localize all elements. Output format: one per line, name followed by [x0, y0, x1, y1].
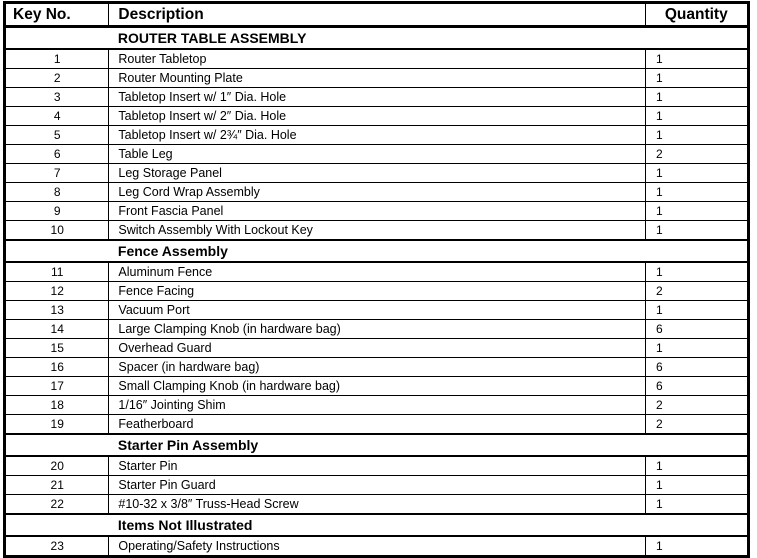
cell-description: Leg Cord Wrap Assembly	[109, 183, 645, 202]
table-row	[5, 202, 749, 221]
cell-key-no: 5	[5, 126, 109, 145]
cell-description: Tabletop Insert w/ 2¾″ Dia. Hole	[109, 126, 645, 145]
section-quantity-cell	[645, 434, 748, 456]
cell-key-no: 17	[5, 377, 109, 396]
cell-description: #10-32 x 3/8″ Truss-Head Screw	[109, 495, 645, 515]
section-header-row	[5, 240, 749, 262]
section-header-row	[5, 514, 749, 536]
cell-quantity: 6	[645, 358, 748, 377]
table-row	[5, 358, 749, 377]
table-row	[5, 415, 749, 435]
cell-quantity: 1	[645, 126, 748, 145]
cell-key-no: 20	[5, 456, 109, 476]
cell-key-no: 15	[5, 339, 109, 358]
cell-description: Tabletop Insert w/ 1″ Dia. Hole	[109, 88, 645, 107]
section-quantity-cell	[645, 240, 748, 262]
cell-key-no: 13	[5, 301, 109, 320]
column-header-key-no: Key No.	[5, 3, 109, 27]
cell-key-no: 4	[5, 107, 109, 126]
cell-quantity: 2	[645, 145, 748, 164]
cell-description: Front Fascia Panel	[109, 202, 645, 221]
cell-quantity: 1	[645, 49, 748, 69]
cell-quantity: 1	[645, 339, 748, 358]
cell-key-no: 19	[5, 415, 109, 435]
table-row	[5, 339, 749, 358]
cell-quantity: 1	[645, 456, 748, 476]
parts-list-table	[3, 1, 750, 558]
cell-quantity: 1	[645, 183, 748, 202]
cell-quantity: 1	[645, 262, 748, 282]
cell-key-no: 3	[5, 88, 109, 107]
column-header-quantity: Quantity	[645, 3, 748, 27]
column-header-description: Description	[109, 3, 645, 27]
cell-quantity: 1	[645, 202, 748, 221]
cell-key-no: 16	[5, 358, 109, 377]
cell-quantity: 1	[645, 107, 748, 126]
cell-description: Fence Facing	[109, 282, 645, 301]
table-row	[5, 49, 749, 69]
table-row	[5, 262, 749, 282]
table-row	[5, 107, 749, 126]
cell-description: Large Clamping Knob (in hardware bag)	[109, 320, 645, 339]
cell-key-no: 14	[5, 320, 109, 339]
cell-quantity: 6	[645, 377, 748, 396]
section-header-row	[5, 434, 749, 456]
cell-description: Router Mounting Plate	[109, 69, 645, 88]
cell-quantity: 1	[645, 536, 748, 557]
table-row	[5, 495, 749, 515]
section-key-cell	[5, 514, 109, 536]
table-header	[5, 3, 749, 27]
cell-quantity: 1	[645, 221, 748, 241]
section-key-cell	[5, 240, 109, 262]
cell-key-no: 21	[5, 476, 109, 495]
cell-description: Featherboard	[109, 415, 645, 435]
table-row	[5, 221, 749, 241]
cell-key-no: 1	[5, 49, 109, 69]
cell-description: 1/16″ Jointing Shim	[109, 396, 645, 415]
table-row	[5, 126, 749, 145]
cell-key-no: 10	[5, 221, 109, 241]
cell-key-no: 9	[5, 202, 109, 221]
section-title: Items Not Illustrated	[109, 514, 645, 536]
table-row	[5, 69, 749, 88]
section-header-row	[5, 27, 749, 50]
cell-description: Switch Assembly With Lockout Key	[109, 221, 645, 241]
parts-list-container	[3, 1, 750, 558]
cell-description: Vacuum Port	[109, 301, 645, 320]
cell-key-no: 6	[5, 145, 109, 164]
table-row	[5, 145, 749, 164]
cell-description: Starter Pin Guard	[109, 476, 645, 495]
cell-description: Tabletop Insert w/ 2″ Dia. Hole	[109, 107, 645, 126]
table-row	[5, 88, 749, 107]
cell-quantity: 6	[645, 320, 748, 339]
cell-description: Aluminum Fence	[109, 262, 645, 282]
cell-quantity: 2	[645, 396, 748, 415]
cell-quantity: 1	[645, 69, 748, 88]
table-row	[5, 476, 749, 495]
cell-key-no: 8	[5, 183, 109, 202]
table-row	[5, 183, 749, 202]
cell-quantity: 1	[645, 164, 748, 183]
table-row	[5, 320, 749, 339]
table-row	[5, 164, 749, 183]
cell-quantity: 1	[645, 476, 748, 495]
table-row	[5, 456, 749, 476]
cell-key-no: 22	[5, 495, 109, 515]
section-key-cell	[5, 27, 109, 50]
cell-quantity: 2	[645, 282, 748, 301]
section-title: Starter Pin Assembly	[109, 434, 645, 456]
table-body	[5, 27, 749, 557]
cell-key-no: 18	[5, 396, 109, 415]
cell-description: Leg Storage Panel	[109, 164, 645, 183]
table-row	[5, 301, 749, 320]
section-title: ROUTER TABLE ASSEMBLY	[109, 27, 645, 50]
section-quantity-cell	[645, 514, 748, 536]
table-row	[5, 282, 749, 301]
cell-description: Small Clamping Knob (in hardware bag)	[109, 377, 645, 396]
header-row	[5, 3, 749, 27]
cell-key-no: 11	[5, 262, 109, 282]
cell-description: Overhead Guard	[109, 339, 645, 358]
table-row	[5, 377, 749, 396]
section-title: Fence Assembly	[109, 240, 645, 262]
cell-key-no: 12	[5, 282, 109, 301]
cell-description: Router Tabletop	[109, 49, 645, 69]
cell-quantity: 1	[645, 88, 748, 107]
cell-key-no: 2	[5, 69, 109, 88]
cell-key-no: 23	[5, 536, 109, 557]
cell-description: Spacer (in hardware bag)	[109, 358, 645, 377]
cell-description: Operating/Safety Instructions	[109, 536, 645, 557]
cell-key-no: 7	[5, 164, 109, 183]
cell-description: Table Leg	[109, 145, 645, 164]
table-row	[5, 396, 749, 415]
cell-quantity: 1	[645, 495, 748, 515]
cell-description: Starter Pin	[109, 456, 645, 476]
section-quantity-cell	[645, 27, 748, 50]
section-key-cell	[5, 434, 109, 456]
cell-quantity: 2	[645, 415, 748, 435]
cell-quantity: 1	[645, 301, 748, 320]
table-row	[5, 536, 749, 557]
